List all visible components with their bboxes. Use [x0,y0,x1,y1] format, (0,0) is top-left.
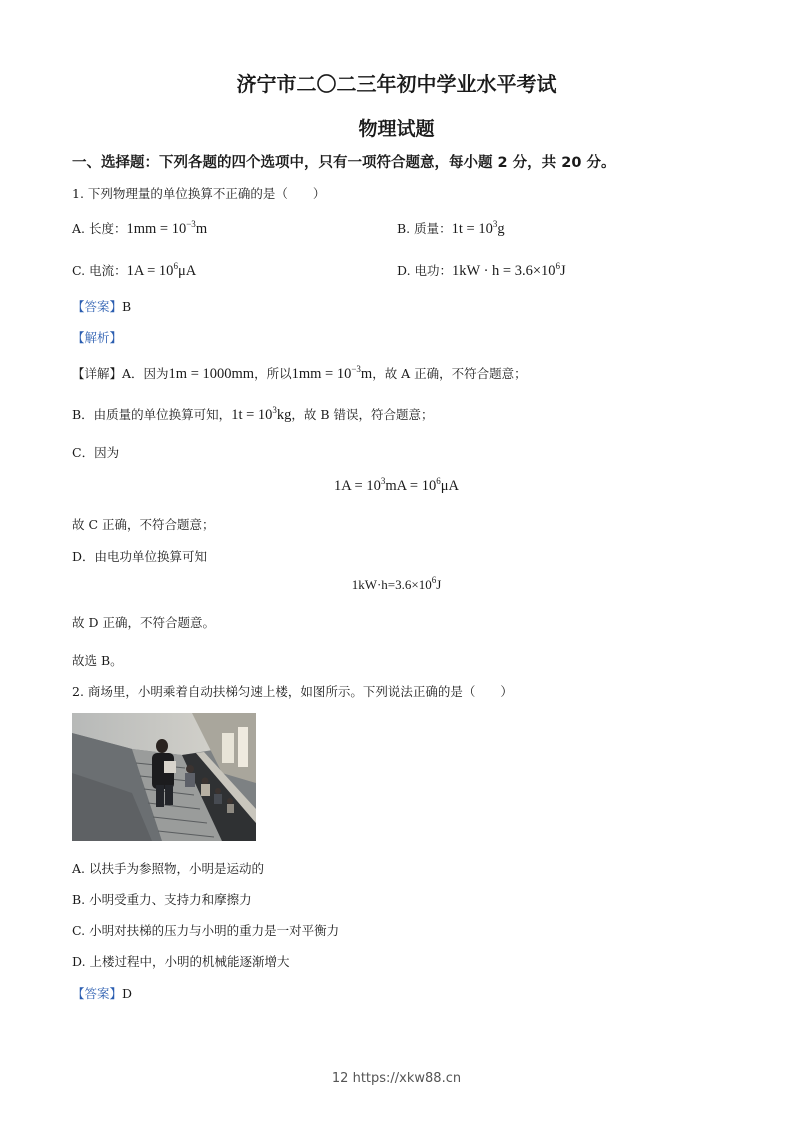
q1-detail-c: C．因为 [72,445,120,460]
q1-analysis-tag: 【解析】 [72,330,123,345]
answer-tag: 【答案】 [72,986,123,1001]
option-label: B. 质量： [397,221,452,236]
escalator-photo [72,713,256,841]
q1-detail-c-equation: $1A = 10^3mA = 10^6\mu A$ [334,476,459,494]
section-heading: 一、选择题：下列各题的四个选项中，只有一项符合题意，每小题 2 分，共 20 分。 [72,155,616,171]
formula: 1m = 1000mm [168,366,255,382]
option-formula: $1A = 10^6\mu A$ [126,261,197,279]
q1-detail-d-equation: $1kW\cdot h=3.6\times 10^6J$ [351,575,442,592]
formula: $1mm = 10^{-3}m$ [291,364,373,382]
q1-option-d [397,260,566,280]
q1-answer [72,297,131,315]
q1-option-a [72,218,207,238]
answer-value: B [122,299,132,314]
option-formula: $1t = 10^3g$ [451,219,505,237]
option-formula: $1mm = 10^{-3}m$ [126,219,208,237]
answer-tag: 【答案】 [72,299,123,314]
q2-option-d: D. 上楼过程中，小明的机械能逐渐增大 [72,954,290,969]
q1-detail-a: 【详解】A．因为1m = 1000mm，所以$1mm = 10^{-3}m$，故 A 正确，不符合题意； [72,364,527,382]
q2-option-b: B. 小明受重力、支持力和摩擦力 [72,892,252,907]
detail-tag: 【详解】 [72,366,123,381]
question-2-stem: 2. 商场里，小明乘着自动扶梯匀速上楼，如图所示。下列说法正确的是（ ） [72,684,513,699]
escalator-illustration [72,713,256,841]
answer-value: D [122,986,133,1001]
q1-detail-c-conclusion: 故 C 正确，不符合题意； [72,517,215,532]
q1-detail-d: D．由电功单位换算可知 [72,549,208,564]
q1-conclusion: 故选 B。 [72,653,123,668]
formula: $1t = 10^3kg$ [231,405,292,423]
option-label: A. 长度： [72,221,127,236]
page-title: 济宁市二〇二三年初中学业水平考试 [236,72,557,96]
q1-detail-d-conclusion: 故 D 正确，不符合题意。 [72,615,215,630]
q1-option-c [72,260,196,280]
question-1-stem: 1. 下列物理量的单位换算不正确的是（ ） [72,186,326,201]
q1-option-b [397,218,505,238]
option-label: D. 电功： [397,263,453,278]
page-subtitle: 物理试题 [358,118,435,140]
option-label: C. 电流： [72,263,127,278]
q1-detail-b: B．由质量的单位换算可知，$1t = 10^3kg$，故 B 错误，符合题意； [72,405,434,423]
q2-answer [72,984,132,1002]
option-formula: $1kW \cdot h = 3.6\times 10^6J$ [452,261,566,279]
page-footer: 12 https://xkw88.cn [331,1071,462,1086]
q2-option-a: A. 以扶手为参照物，小明是运动的 [72,861,264,876]
q2-option-c: C. 小明对扶梯的压力与小明的重力是一对平衡力 [72,923,340,938]
